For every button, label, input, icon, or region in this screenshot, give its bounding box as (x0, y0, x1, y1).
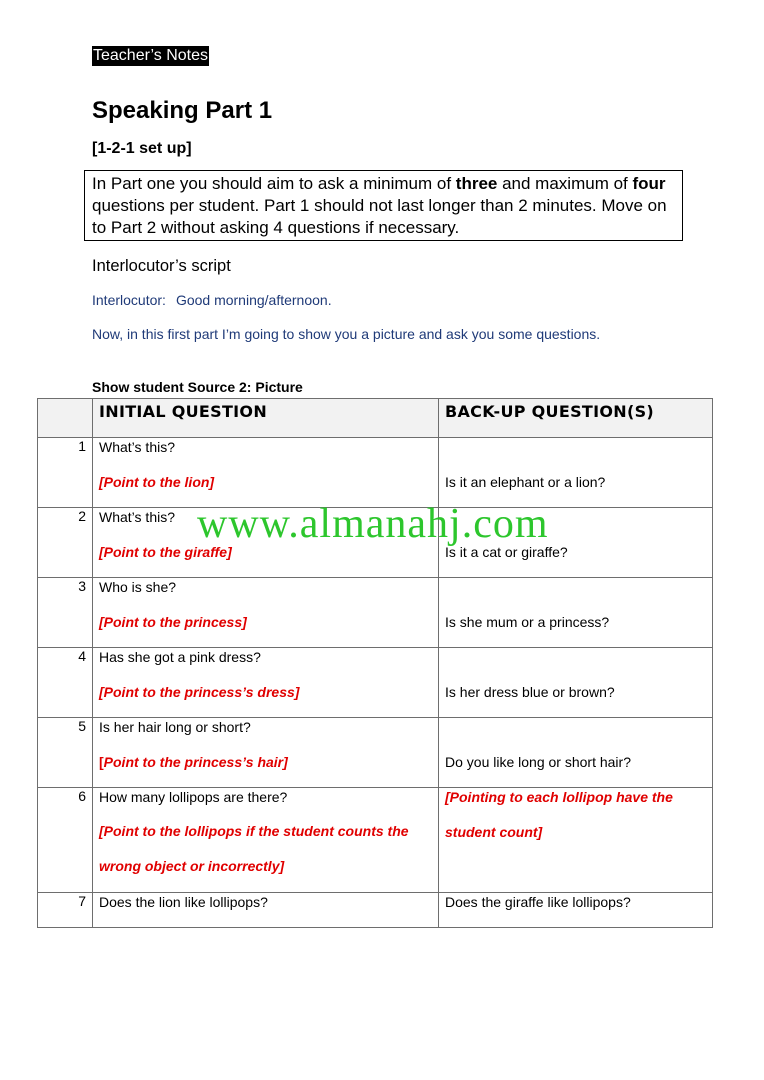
instruction-text-1: In Part one you should aim to ask a minimum of (92, 174, 456, 193)
question-instruction: [Point to the lion] (99, 474, 215, 490)
backup-question-cell (439, 438, 713, 508)
backup-question-cell (439, 788, 713, 893)
question-text: What’s this? (99, 509, 175, 525)
page-title: Speaking Part 1 (92, 97, 273, 124)
backup-text: Is it a cat or giraffe? (445, 544, 568, 560)
question-text: Has she got a pink dress? (99, 649, 261, 665)
script-heading: Interlocutor’s script (92, 257, 231, 275)
instruction-bracket: [ (99, 754, 104, 770)
backup-question-cell (439, 648, 713, 718)
backup-instruction: [Pointing to each lollipop have the student count] (445, 789, 673, 840)
backup-question-cell (439, 578, 713, 648)
source-label: Show student Source 2: Picture (92, 379, 303, 395)
question-instruction: [Point to the princess] (99, 614, 247, 630)
initial-question-cell (93, 893, 439, 928)
instruction-text-2: and maximum of (497, 174, 633, 193)
table-row (38, 648, 713, 718)
intro-line: Now, in this first part I’m going to show you a picture and ask you some questions. (92, 326, 601, 342)
table-row (38, 438, 713, 508)
table-row (38, 718, 713, 788)
table-row (38, 788, 713, 893)
question-text: What’s this? (99, 439, 175, 455)
questions-table (37, 398, 713, 928)
header-backup-question: BACK-UP QUESTION(S) (439, 399, 713, 438)
greeting-text: Good morning/afternoon. (175, 292, 332, 308)
row-number: 1 (38, 438, 93, 508)
table-row (38, 893, 713, 928)
question-text: Who is she? (99, 579, 177, 595)
instruction-text-3: questions per student. Part 1 should not last longer than 2 minutes. Move on to Part 2 without asking 4 questions if necessary. (92, 196, 667, 237)
backup-text: Do you like long or short hair? (445, 754, 631, 770)
backup-text: Is she mum or a princess? (445, 614, 610, 630)
instruction-bold-four: four (632, 174, 666, 193)
row-number: 6 (38, 788, 93, 893)
setup-subtitle: [1-2-1 set up] (92, 140, 192, 157)
question-instruction: [Point to the lollipops if the student counts the wrong object or incorrectly] (99, 823, 409, 874)
backup-text: Is her dress blue or brown? (445, 684, 615, 700)
question-instruction: [Point to the giraffe] (99, 544, 232, 560)
instruction-text: Point to the princess’s hair] (103, 754, 288, 770)
row-number: 4 (38, 648, 93, 718)
instruction-box (84, 170, 683, 241)
instruction-bold-three: three (455, 174, 498, 193)
teachers-notes-tag: Teacher’s Notes (93, 47, 209, 64)
backup-question-cell (439, 718, 713, 788)
row-number: 2 (38, 508, 93, 578)
table-row (38, 578, 713, 648)
initial-question-cell (93, 508, 439, 578)
initial-question-cell (93, 648, 439, 718)
question-instruction: [Point to the princess’s dress] (99, 684, 300, 700)
table-row (38, 508, 713, 578)
backup-question-cell (439, 508, 713, 578)
row-number: 7 (38, 893, 93, 928)
question-text: Is her hair long or short? (99, 719, 251, 735)
question-text: How many lollipops are there? (99, 789, 288, 805)
question-text: Does the lion like lollipops? (99, 894, 268, 910)
backup-question-cell (439, 893, 713, 928)
row-number: 5 (38, 718, 93, 788)
backup-text: Does the giraffe like lollipops? (445, 894, 631, 910)
backup-text: Is it an elephant or a lion? (445, 474, 606, 490)
greeting-line (92, 290, 332, 310)
initial-question-cell (93, 718, 439, 788)
header-number (38, 399, 93, 438)
initial-question-cell (93, 438, 439, 508)
watermark: www.almanahj.com (197, 501, 549, 547)
question-instruction (99, 753, 432, 771)
header-initial-question: INITIAL QUESTION (93, 399, 439, 438)
initial-question-cell (93, 578, 439, 648)
row-number: 3 (38, 578, 93, 648)
table-header-row (38, 399, 713, 438)
initial-question-cell (93, 788, 439, 893)
speaker-label: Interlocutor: (92, 292, 166, 308)
